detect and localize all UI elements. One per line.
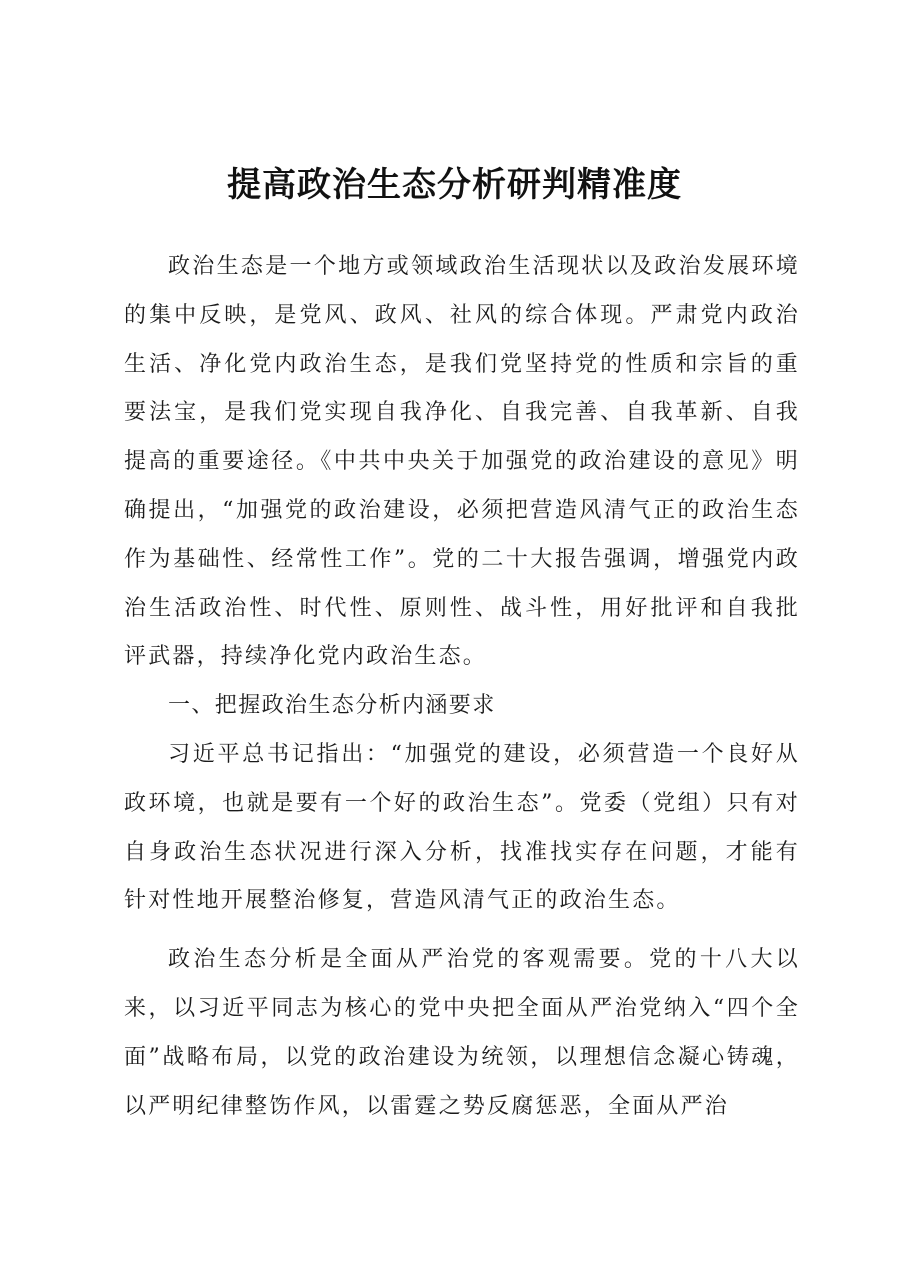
paragraph-intro: 政治生态是一个地方或领域政治生活现状以及政治发展环境的集中反映，是党风、政风、社风的综合体现。严肃党内政治生活、净化党内政治生态，是我们党坚持党的性质和宗旨的重要法宝，是我们党实现自我净化、自我完善、自我革新、自我提高的重要途径。《中共中央关于加强党的政治建设的意见》明确提出，“加强党的政治建设，必须把营造风清气正的政治生态作为基础性、经常性工作”。党的二十大报告强调，增强党内政治生活政治性、时代性、原则性、战斗性，用好批评和自我批评武器，持续净化党内政治生态。 — [124, 254, 800, 670]
paragraph-analysis: 政治生态分析是全面从严治党的客观需要。党的十八大以来，以习近平同志为核心的党中央把全面从严治党纳入“四个全面”战略布局，以党的政治建设为统领，以理想信念凝心铸魂，以严明纪律整饬作风，以雷霆之势反腐惩恶，全面从严治 — [124, 947, 800, 1119]
section-heading-1: 一、把握政治生态分析内涵要求 — [168, 693, 496, 719]
document-body — [124, 243, 800, 1131]
paragraph-quote: 习近平总书记指出：“加强党的建设，必须营造一个良好从政环境，也就是要有一个好的政治生态”。党委（党组）只有对自身政治生态状况进行深入分析，找准找实存在问题，才能有针对性地开展整治修复，营造风清气正的政治生态。 — [124, 741, 800, 914]
document-title: 提高政治生态分析研判精准度 — [227, 165, 682, 205]
